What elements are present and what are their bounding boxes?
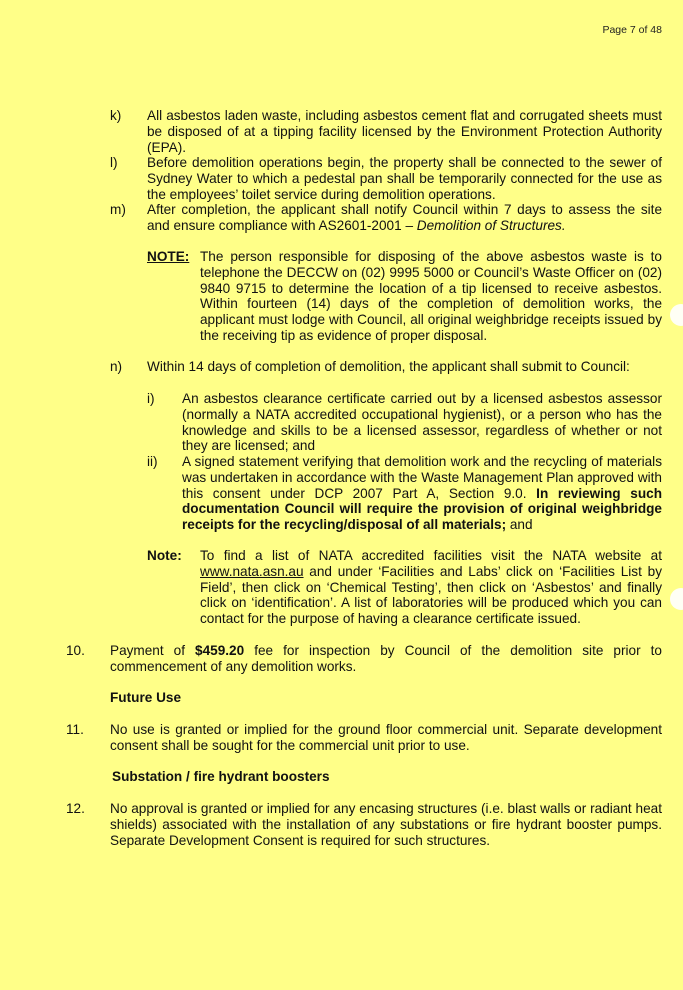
note2-text: To find a list of NATA accredited facilities visit the NATA website at www.nata.asn.au and under ‘Facilities and Labs’ click on ‘Facilities List by Field’, then click on ‘Chemical Testing’, then click on ‘Asbestos’ and finally click on ‘identification’. A list of laboratories will be produced which you can contact for the purpose of having a clearance certificate issued. [200,548,662,627]
note-text: The person responsible for disposing of the above asbestos waste is to telephone the DECCW on (02) 9995 5000 or Council’s Waste Officer on (02) 9840 9715 to determine the location of a tip licensed to receive asbestos. Within fourteen (14) days of the completion of demolition works, the applicant must lodge with Council, all original weighbridge receipts issued by the receiving tip as evidence of proper disposal. [200,249,662,343]
note2-label: Note: [147,548,182,563]
item-m-label: m) [110,202,126,217]
item-n-text: Within 14 days of completion of demolition, the applicant shall submit to Council: [147,359,630,374]
condition-12-text: No approval is granted or implied for any encasing structures (i.e. blast walls or radiant heat shields) associated with the installation of any substations or fire hydrant booster pumps. Separate Development Consent is required for such structures. [110,801,662,848]
item-n-ii-bold: In reviewing such documentation Council will require the provision of original weighbridge receipts for the recycling/disposal of all materials; [182,485,662,533]
condition-11-number: 11. [66,722,84,737]
item-m-text [147,202,662,234]
item-n-ii-text: A signed statement verifying that demolition work and the recycling of materials was undertaken in accordance with the Waste Management Plan approved with this consent under DCP 2007 Part A, Section 9.0. In reviewing such documentation Council will require the provision of original weighbridge receipts for the recycling/disposal of all materials; and [182,454,662,533]
item-l-text: Before demolition operations begin, the property shall be connected to the sewer of Sydney Water to which a pedestal pan shall be temporarily connected for the use as the employees’ toilet service during demolition operations. [147,155,662,202]
page-number: Page 7 of 48 [602,24,662,36]
item-m-standard-title: Demolition of Structures. [416,217,566,233]
item-l-label: l) [110,155,118,170]
condition-10-number: 10. [66,643,85,658]
heading-substation: Substation / fire hydrant boosters [112,769,330,784]
item-n-label: n) [110,359,123,374]
binder-hole [670,588,683,610]
condition-10-text: Payment of $459.20 fee for inspection by Council of the demolition site prior to commencement of any demolition works. [110,643,662,674]
item-m-text-main: After completion, the applicant shall notify Council within 7 days to assess the site and ensure compliance with AS2601-2001 – [147,202,662,233]
binder-hole [670,304,683,326]
inspection-fee: $459.20 [195,643,245,658]
item-k-label: k) [110,108,122,123]
heading-future-use: Future Use [110,690,182,705]
item-n-ii-label: ii) [147,454,158,469]
item-k-text: All asbestos laden waste, including asbestos cement flat and corrugated sheets must be disposed of at a tipping facility licensed by the Environment Protection Authority (EPA). [147,108,662,155]
nata-website-link[interactable]: www.nata.asn.au [200,563,304,579]
condition-11-text: No use is granted or implied for the ground floor commercial unit. Separate development consent shall be sought for the commercial unit prior to use. [110,722,662,753]
condition-12-number: 12. [66,801,85,816]
item-n-i-text: An asbestos clearance certificate carried out by a licensed asbestos assessor (normally a NATA accredited occupational hygienist), or a person who has the knowledge and skills to be a licensed assessor, regardless of whether or not they are licensed; and [182,391,662,454]
item-n-i-label: i) [147,391,155,406]
note-label: NOTE: [147,249,190,264]
